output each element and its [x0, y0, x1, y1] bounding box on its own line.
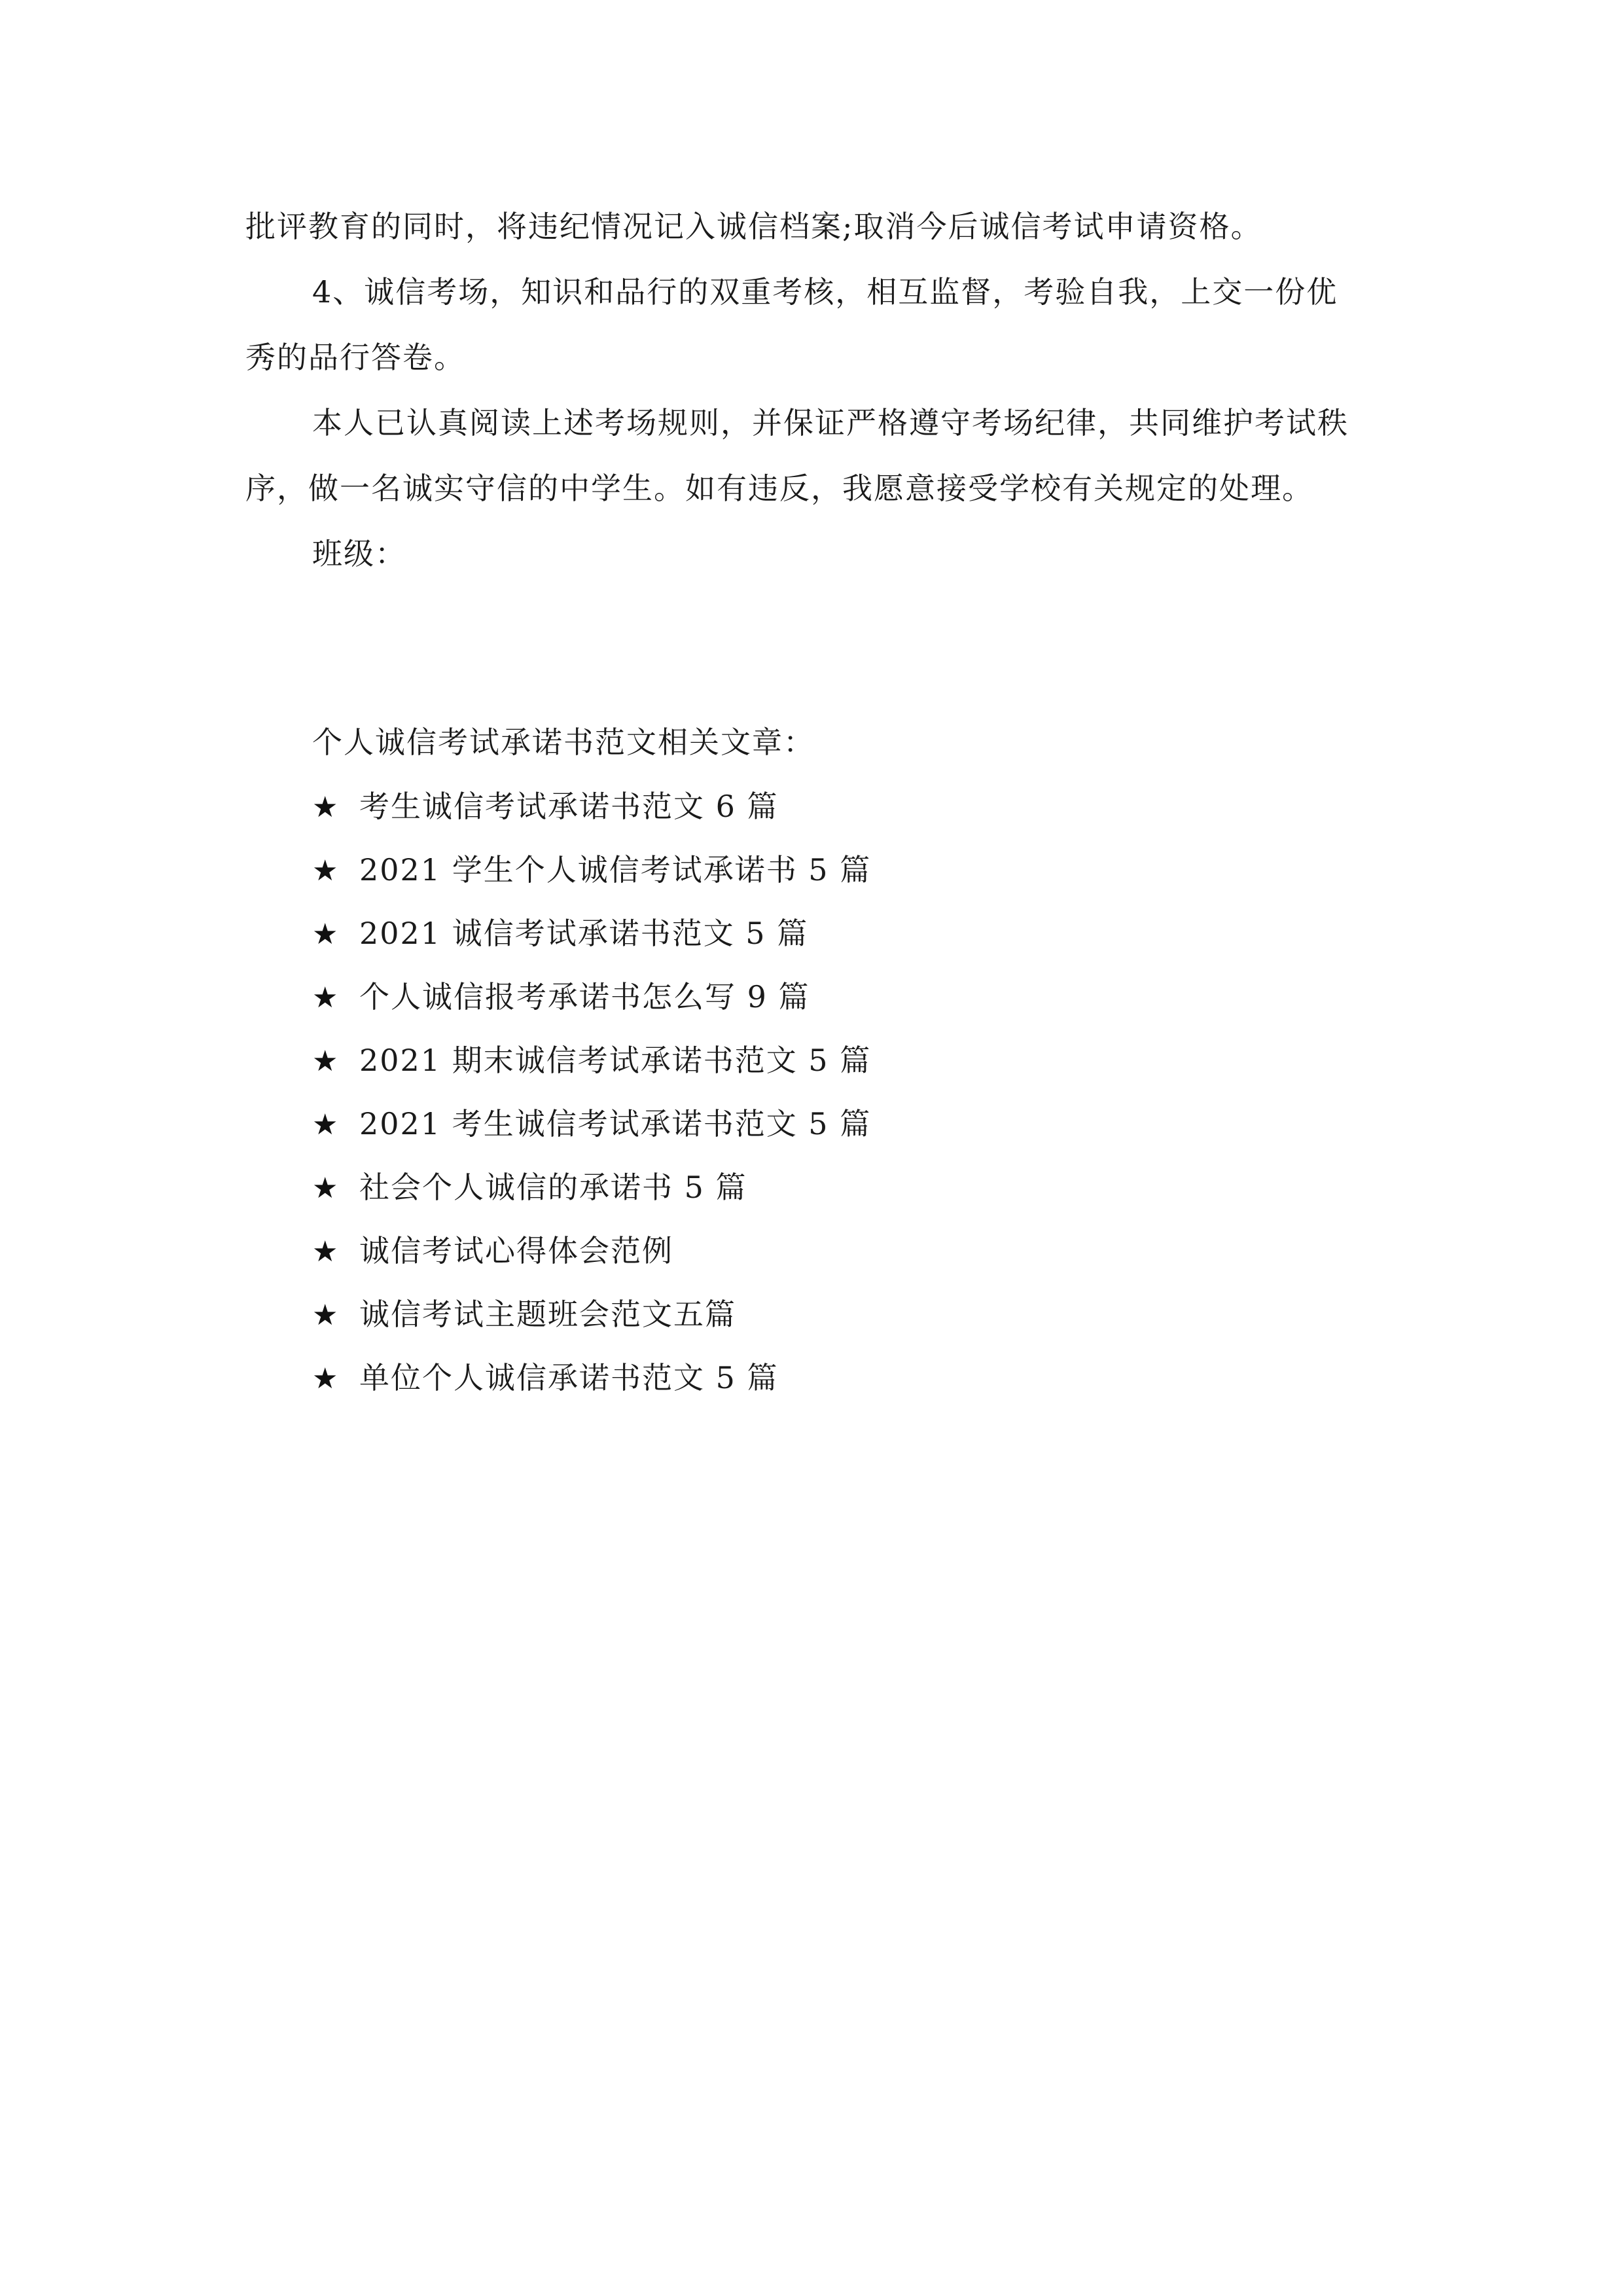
- body-text: [245, 194, 1378, 586]
- paragraph-line: 秀的品行答卷。: [245, 340, 465, 375]
- related-item[interactable]: [245, 1283, 1378, 1346]
- related-item[interactable]: [245, 902, 1378, 965]
- related-item-label: 诚信考试心得体会范例: [359, 1233, 673, 1268]
- star-icon: ★: [312, 1299, 340, 1332]
- related-item-label: 个人诚信报考承诺书怎么写 9 篇: [359, 979, 810, 1014]
- star-icon: ★: [312, 918, 340, 951]
- related-heading: 个人诚信考试承诺书范文相关文章：: [312, 725, 815, 760]
- star-icon: ★: [312, 1235, 340, 1268]
- related-item[interactable]: [245, 1156, 1378, 1219]
- star-icon: ★: [312, 1172, 340, 1205]
- paragraph-line: 序，做一名诚实守信的中学生。如有违反，我愿意接受学校有关规定的处理。: [245, 471, 1313, 506]
- related-item[interactable]: [245, 1219, 1378, 1283]
- related-item[interactable]: [245, 1092, 1378, 1156]
- star-icon: ★: [312, 854, 340, 888]
- related-item-label: 社会个人诚信的承诺书 5 篇: [359, 1170, 747, 1205]
- related-item[interactable]: [245, 1029, 1378, 1092]
- class-label: 班级：: [312, 536, 406, 571]
- related-item-label: 2021 考生诚信考试承诺书范文 5 篇: [359, 1106, 872, 1141]
- related-item-label: 2021 学生个人诚信考试承诺书 5 篇: [359, 852, 872, 888]
- paragraph-line: 本人已认真阅读上述考场规则，并保证严格遵守考场纪律，共同维护考试秩: [312, 405, 1349, 440]
- star-icon: ★: [312, 1362, 340, 1395]
- related-item[interactable]: [245, 1346, 1378, 1410]
- related-item-label: 2021 诚信考试承诺书范文 5 篇: [359, 916, 809, 951]
- star-icon: ★: [312, 1045, 340, 1078]
- related-item-label: 考生诚信考试承诺书范文 6 篇: [359, 789, 779, 824]
- related-item-label: 2021 期末诚信考试承诺书范文 5 篇: [359, 1043, 872, 1078]
- related-list: [245, 775, 1378, 1410]
- related-item-label: 诚信考试主题班会范文五篇: [359, 1297, 736, 1332]
- related-item[interactable]: [245, 838, 1378, 902]
- related-item[interactable]: [245, 965, 1378, 1029]
- paragraph-line: 4、诚信考场，知识和品行的双重考核，相互监督，考验自我，上交一份优: [312, 274, 1338, 310]
- related-item-label: 单位个人诚信承诺书范文 5 篇: [359, 1360, 779, 1395]
- star-icon: ★: [312, 981, 340, 1014]
- related-item[interactable]: [245, 775, 1378, 838]
- star-icon: ★: [312, 1108, 340, 1141]
- star-icon: ★: [312, 791, 340, 824]
- paragraph-line: 批评教育的同时，将违纪情况记入诚信档案;取消今后诚信考试申请资格。: [245, 209, 1262, 244]
- related-articles: [245, 709, 1378, 1410]
